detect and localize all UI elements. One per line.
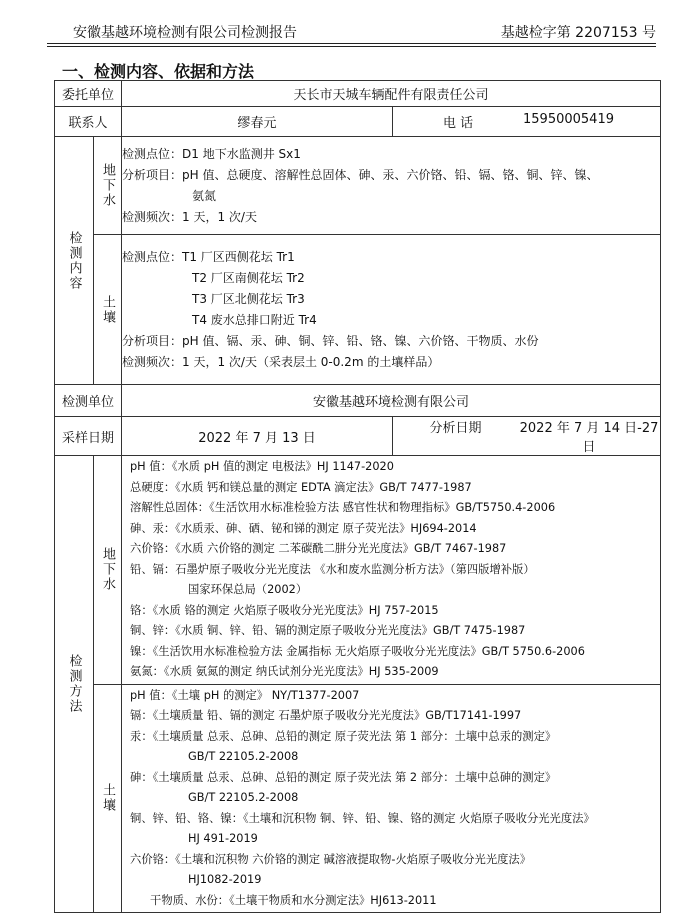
testing-unit-label: 检测单位 xyxy=(55,385,122,417)
soil-point-4: T4 废水总排口附近 Tr4 xyxy=(192,312,317,327)
report-header-company: 安徽基越环境检测有限公司检测报告 xyxy=(73,25,297,41)
content-soil-row xyxy=(55,235,661,385)
gw-method-ni: 镍：《生活饮用水标准检验方法 金属指标 无火焰原子吸收分光光度法》GB/T 5750.6-2006 xyxy=(130,644,585,658)
soil-method-hg: 汞：《土壤质量 总汞、总砷、总铅的测定 原子荧光法 第 1 部分：土壤中总汞的测定》 xyxy=(130,729,557,743)
gw-method-nh3n: 氨氮：《水质 氨氮的测定 纳氏试剂分光光度法》HJ 535-2009 xyxy=(130,665,439,678)
gw-method-ph: pH 值：《水质 pH 值的测定 电极法》HJ 1147-2020 xyxy=(130,460,394,473)
header-rule-thin xyxy=(47,46,656,47)
contact-label: 联系人 xyxy=(55,107,122,137)
section-title: 一、检测内容、依据和方法 xyxy=(62,62,255,81)
methods-label: 检测方法 xyxy=(66,654,82,714)
soil-method-as-std: GB/T 22105.2-2008 xyxy=(188,791,299,804)
dates-row xyxy=(55,417,661,456)
soil-items: 分析项目：pH 值、镉、汞、砷、铜、锌、铅、铬、镍、六价铬、干物质、水份 xyxy=(122,333,539,348)
soil-method-cr6-std: HJ1082-2019 xyxy=(188,873,262,886)
groundwater-point: 检测点位：D1 地下水监测井 Sx1 xyxy=(122,146,301,161)
client-value: 天长市天城车辆配件有限责任公司 xyxy=(122,81,661,107)
content-label: 检测内容 xyxy=(66,230,82,291)
gw-method-tds: 溶解性总固体：《生活饮用水标准检验方法 感官性状和物理指标》GB/T5750.4-2006 xyxy=(130,501,556,514)
soil-method-metals: 铜、锌、铅、铬、镍：《土壤和沉积物 铜、锌、铅、镍、铬的测定 火焰原子吸收分光光度法》 xyxy=(130,811,595,825)
soil-method-cr6: 六价铬：《土壤和沉积物 六价铬的测定 碱溶液提取物-火焰原子吸收分光光度法》 xyxy=(130,852,532,866)
soil-point-1: 检测点位：T1 厂区西侧花坛 Tr1 xyxy=(122,249,295,264)
sampling-date: 2022 年 7 月 13 日 xyxy=(122,417,393,456)
methods-groundwater-label: 地下水 xyxy=(100,547,115,593)
header-rule-thick xyxy=(47,43,656,44)
soil-method-metals-std: HJ 491-2019 xyxy=(188,832,258,845)
groundwater-items: 分析项目：pH 值、总硬度、溶解性总固体、砷、汞、六价铬、铅、镉、铬、铜、锌、镍、 xyxy=(122,167,599,182)
groundwater-frequency: 检测频次：1 天，1 次/天 xyxy=(122,209,257,224)
gw-method-cr6: 六价铬：《水质 六价铬的测定 二苯碳酰二肼分光光度法》GB/T 7467-1987 xyxy=(130,542,507,555)
gw-method-as-hg: 砷、汞：《水质汞、砷、硒、铋和锑的测定 原子荧光法》HJ694-2014 xyxy=(130,521,477,535)
analysis-date: 2022 年 7 月 14 日-27 日 xyxy=(519,421,659,455)
content-groundwater-row xyxy=(55,137,661,235)
soil-method-as: 砷：《土壤质量 总汞、总砷、总铅的测定 原子荧光法 第 2 部分：土壤中总砷的测定》 xyxy=(130,770,557,784)
gw-method-pb-cd: 铅、镉：石墨炉原子吸收分光光度法 《水和废水监测分析方法》（第四版增补版） xyxy=(130,562,535,576)
soil-method-ph: pH 值：《土壤 pH 的测定》 NY/T1377-2007 xyxy=(130,688,360,702)
soil-method-dry-matter: 干物质、水份：《土壤干物质和水分测定法》HJ613-2011 xyxy=(150,893,437,907)
client-row xyxy=(55,81,661,107)
sampling-date-label: 采样日期 xyxy=(55,417,122,456)
methods-soil-label: 土壤 xyxy=(100,783,115,814)
testing-unit-row xyxy=(55,385,661,417)
methods-soil-row xyxy=(55,684,661,913)
soil-label: 土壤 xyxy=(100,294,115,325)
phone-label: 电 话 xyxy=(442,116,474,131)
soil-point-2: T2 厂区南侧花坛 Tr2 xyxy=(192,270,305,285)
gw-method-hardness: 总硬度：《水质 钙和镁总量的测定 EDTA 滴定法》GB/T 7477-1987 xyxy=(130,480,472,494)
gw-method-pb-cd-source: 国家环保总局（2002） xyxy=(188,583,308,596)
report-table xyxy=(54,80,661,913)
groundwater-items-cont: 氨氮 xyxy=(192,188,217,203)
soil-point-3: T3 厂区北侧花坛 Tr3 xyxy=(192,291,305,306)
testing-unit-value: 安徽基越环境检测有限公司 xyxy=(122,385,661,417)
analysis-date-label: 分析日期 xyxy=(429,421,482,436)
phone-value: 15950005419 xyxy=(523,112,614,127)
client-label: 委托单位 xyxy=(55,81,122,107)
contact-row xyxy=(55,107,661,137)
report-number: 基越检字第 2207153 号 xyxy=(500,25,656,41)
groundwater-label: 地下水 xyxy=(100,163,115,208)
soil-method-hg-std: GB/T 22105.2-2008 xyxy=(188,750,299,763)
gw-method-cr: 铬：《水质 铬的测定 火焰原子吸收分光光度法》HJ 757-2015 xyxy=(130,603,439,617)
soil-frequency: 检测频次：1 天，1 次/天（采表层土 0-0.2m 的土壤样品） xyxy=(122,354,440,369)
soil-method-cd: 镉：《土壤质量 铅、镉的测定 石墨炉原子吸收分光光度法》GB/T17141-1997 xyxy=(130,709,522,722)
contact-name: 缪春元 xyxy=(122,107,393,137)
gw-method-cu-zn: 铜、锌：《水质 铜、锌、铅、镉的测定原子吸收分光光度法》GB/T 7475-1987 xyxy=(130,624,526,637)
methods-groundwater-row xyxy=(55,456,661,685)
